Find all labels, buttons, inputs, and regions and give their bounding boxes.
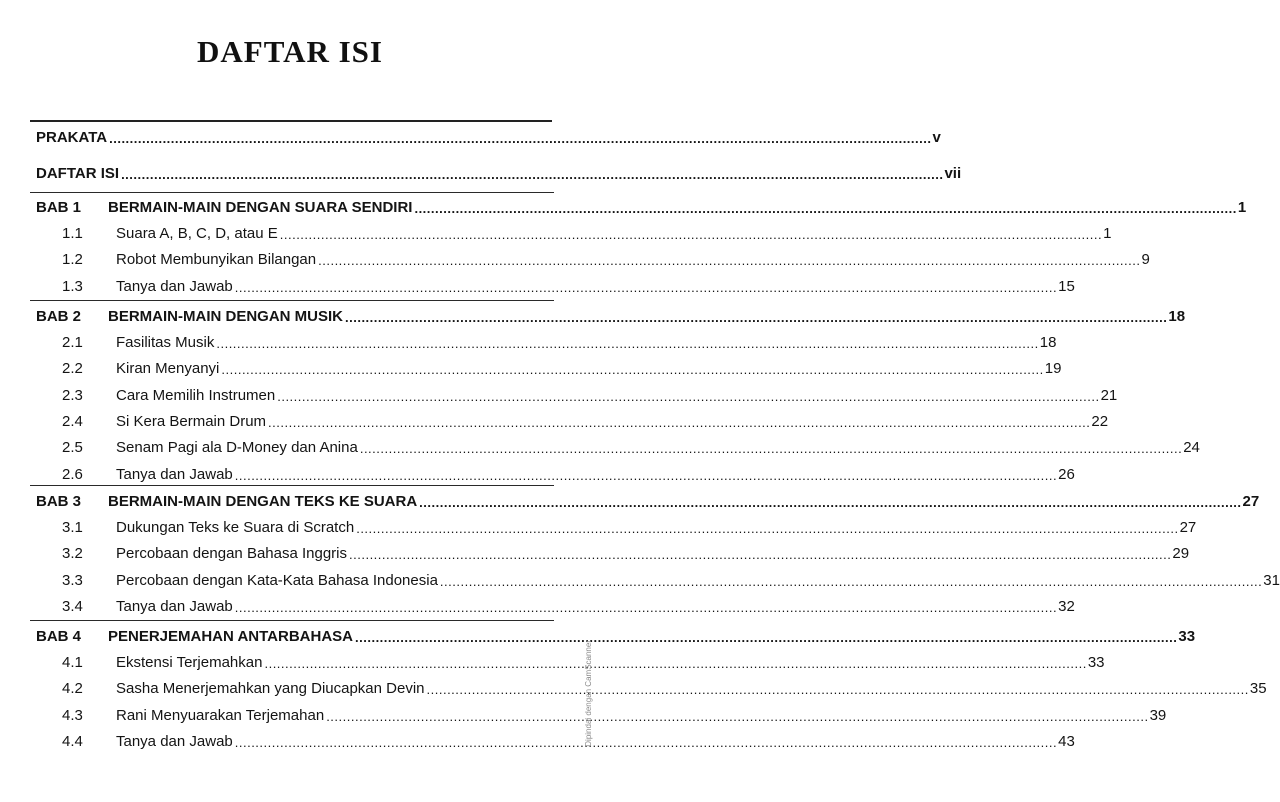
dot-leader: ........................................................................................................................................................................................................ — [279, 227, 1103, 242]
toc-entry-title: PENERJEMAHAN ANTARBAHASA — [108, 628, 354, 645]
toc-page-number: 33 — [1178, 628, 1196, 645]
toc-entry-number: BAB 1 — [36, 199, 82, 216]
toc-page-number: 18 — [1168, 308, 1186, 325]
dot-leader: ........................................................................................................................................................................................................ — [349, 547, 1172, 562]
toc-entry-number: 4.1 — [62, 654, 83, 671]
toc-entry-number: 2.3 — [62, 387, 83, 404]
toc-page-number: 22 — [1091, 413, 1109, 430]
toc-chapter-entry — [36, 625, 1196, 647]
toc-page-number: 9 — [1141, 251, 1150, 268]
scanner-watermark: Dipindai dengan CamScanner — [584, 640, 593, 747]
page-title: DAFTAR ISI — [197, 34, 383, 69]
toc-page-number: 24 — [1183, 439, 1200, 456]
toc-section-entry — [62, 595, 1075, 617]
toc-page-number: 39 — [1149, 707, 1167, 724]
toc-section-entry — [62, 357, 1062, 379]
toc-page-number: 27 — [1179, 519, 1197, 536]
toc-entry-title: Tanya dan Jawab — [116, 598, 233, 615]
dot-leader: ........................................................................................................................................................................................................ — [234, 280, 1058, 295]
toc-entry-title: Percobaan dengan Kata-Kata Bahasa Indonesia — [116, 572, 438, 589]
dot-leader: ........................................................................................................................................................................................................ — [426, 682, 1249, 697]
toc-page-number: 26 — [1058, 466, 1075, 483]
dot-leader: ........................................................................................................................................................................................................ — [121, 167, 944, 182]
toc-entry-title: BERMAIN-MAIN DENGAN TEKS KE SUARA — [108, 493, 418, 510]
dot-leader: ........................................................................................................................................................................................................ — [419, 495, 1242, 510]
toc-section-entry — [62, 222, 1112, 244]
toc-section-entry — [62, 463, 1075, 485]
toc-page-number: 1 — [1237, 199, 1247, 216]
toc-page-number: 15 — [1058, 278, 1075, 295]
toc-section-entry — [62, 677, 1267, 699]
toc-entry-number: 2.6 — [62, 466, 83, 483]
toc-page-number: 21 — [1100, 387, 1118, 404]
dot-leader: ........................................................................................................................................................................................................ — [359, 441, 1183, 456]
toc-page-number: 32 — [1058, 598, 1075, 615]
toc-page-number: 35 — [1249, 680, 1267, 697]
toc-entry-title: Sasha Menerjemahkan yang Diucapkan Devin — [116, 680, 425, 697]
toc-entry-number: 1.2 — [62, 251, 83, 268]
toc-entry-title: Ekstensi Terjemahkan — [116, 654, 263, 671]
dot-leader: ........................................................................................................................................................................................................ — [268, 415, 1091, 430]
toc-entry-number: 3.1 — [62, 519, 83, 536]
toc-entry-number: 1.3 — [62, 278, 83, 295]
toc-page-number: 27 — [1242, 493, 1260, 510]
toc-chapter-entry — [36, 305, 1186, 327]
toc-section-entry — [62, 248, 1150, 270]
toc-chapter-entry — [36, 196, 1247, 218]
toc-section-entry — [62, 275, 1075, 297]
toc-page-number: 29 — [1172, 545, 1190, 562]
toc-entry-number: BAB 2 — [36, 308, 82, 325]
toc-section-entry — [62, 410, 1109, 432]
toc-entry-number: 3.4 — [62, 598, 83, 615]
toc-page-number: vii — [944, 165, 962, 182]
toc-chapter-entry — [36, 490, 1260, 512]
toc-entry-number: 3.2 — [62, 545, 83, 562]
toc-entry-number: 2.4 — [62, 413, 83, 430]
toc-entry-title: Senam Pagi ala D-Money dan Anina — [116, 439, 358, 456]
toc-page-number: 31 — [1263, 572, 1280, 589]
dot-leader: ........................................................................................................................................................................................................ — [277, 389, 1100, 404]
dot-leader: ........................................................................................................................................................................................................ — [109, 131, 932, 146]
toc-entry-title: Tanya dan Jawab — [116, 466, 233, 483]
chapter-divider — [30, 620, 554, 621]
dot-leader: ........................................................................................................................................................................................................ — [234, 468, 1058, 483]
toc-section-entry — [62, 651, 1105, 673]
toc-entry-number: 4.4 — [62, 733, 83, 750]
toc-entry-number: 2.5 — [62, 439, 83, 456]
dot-leader: ........................................................................................................................................................................................................ — [326, 709, 1149, 724]
toc-page-number: 18 — [1039, 334, 1057, 351]
toc-entry-number: BAB 4 — [36, 628, 82, 645]
chapter-divider — [30, 300, 554, 301]
toc-section-entry — [62, 704, 1167, 726]
toc-entry-number: 3.3 — [62, 572, 83, 589]
toc-entry-title: Suara A, B, C, D, atau E — [116, 225, 278, 242]
dot-leader: ........................................................................................................................................................................................................ — [318, 253, 1141, 268]
toc-section-entry — [62, 516, 1197, 538]
toc-section-entry — [62, 542, 1190, 564]
toc-front-entry — [36, 162, 962, 184]
toc-entry-number: BAB 3 — [36, 493, 82, 510]
toc-entry-title: Fasilitas Musik — [116, 334, 215, 351]
toc-entry-title: DAFTAR ISI — [36, 165, 120, 182]
toc-page-number: 33 — [1087, 654, 1105, 671]
toc-entry-title: Robot Membunyikan Bilangan — [116, 251, 317, 268]
toc-section-entry — [62, 384, 1118, 406]
toc-entry-title: Si Kera Bermain Drum — [116, 413, 267, 430]
toc-entry-title: Tanya dan Jawab — [116, 733, 233, 750]
toc-entry-title: Kiran Menyanyi — [116, 360, 220, 377]
toc-section-entry — [62, 569, 1280, 591]
toc-entry-title: BERMAIN-MAIN DENGAN SUARA SENDIRI — [108, 199, 413, 216]
chapter-divider — [30, 485, 554, 486]
dot-leader: ........................................................................................................................................................................................................ — [345, 310, 1168, 325]
toc-entry-title: Tanya dan Jawab — [116, 278, 233, 295]
dot-leader: ........................................................................................................................................................................................................ — [356, 521, 1179, 536]
toc-page-number: 43 — [1058, 733, 1075, 750]
dot-leader: ........................................................................................................................................................................................................ — [355, 630, 1178, 645]
toc-section-entry — [62, 436, 1200, 458]
dot-leader: ........................................................................................................................................................................................................ — [221, 362, 1044, 377]
chapter-divider — [30, 192, 554, 193]
toc-entry-number: 1.1 — [62, 225, 83, 242]
dot-leader: ........................................................................................................................................................................................................ — [439, 574, 1263, 589]
toc-entry-number: 2.2 — [62, 360, 83, 377]
toc-page-number: 19 — [1044, 360, 1062, 377]
toc-front-entry — [36, 126, 941, 148]
dot-leader: ........................................................................................................................................................................................................ — [216, 336, 1039, 351]
toc-entry-number: 4.3 — [62, 707, 83, 724]
toc-entry-title: Dukungan Teks ke Suara di Scratch — [116, 519, 355, 536]
toc-entry-title: BERMAIN-MAIN DENGAN MUSIK — [108, 308, 343, 325]
dot-leader: ........................................................................................................................................................................................................ — [234, 735, 1058, 750]
toc-entry-title: PRAKATA — [36, 129, 108, 146]
dot-leader: ........................................................................................................................................................................................................ — [264, 656, 1087, 671]
dot-leader: ........................................................................................................................................................................................................ — [234, 600, 1058, 615]
toc-page-number: v — [932, 129, 941, 146]
toc-section-entry — [62, 730, 1075, 752]
dot-leader: ........................................................................................................................................................................................................ — [414, 201, 1237, 216]
toc-entry-number: 2.1 — [62, 334, 83, 351]
toc-entry-title: Cara Memilih Instrumen — [116, 387, 276, 404]
title-divider — [30, 120, 552, 122]
toc-entry-title: Rani Menyuarakan Terjemahan — [116, 707, 325, 724]
toc-entry-title: Percobaan dengan Bahasa Inggris — [116, 545, 348, 562]
toc-page-number: 1 — [1103, 225, 1112, 242]
toc-section-entry — [62, 331, 1057, 353]
toc-entry-number: 4.2 — [62, 680, 83, 697]
